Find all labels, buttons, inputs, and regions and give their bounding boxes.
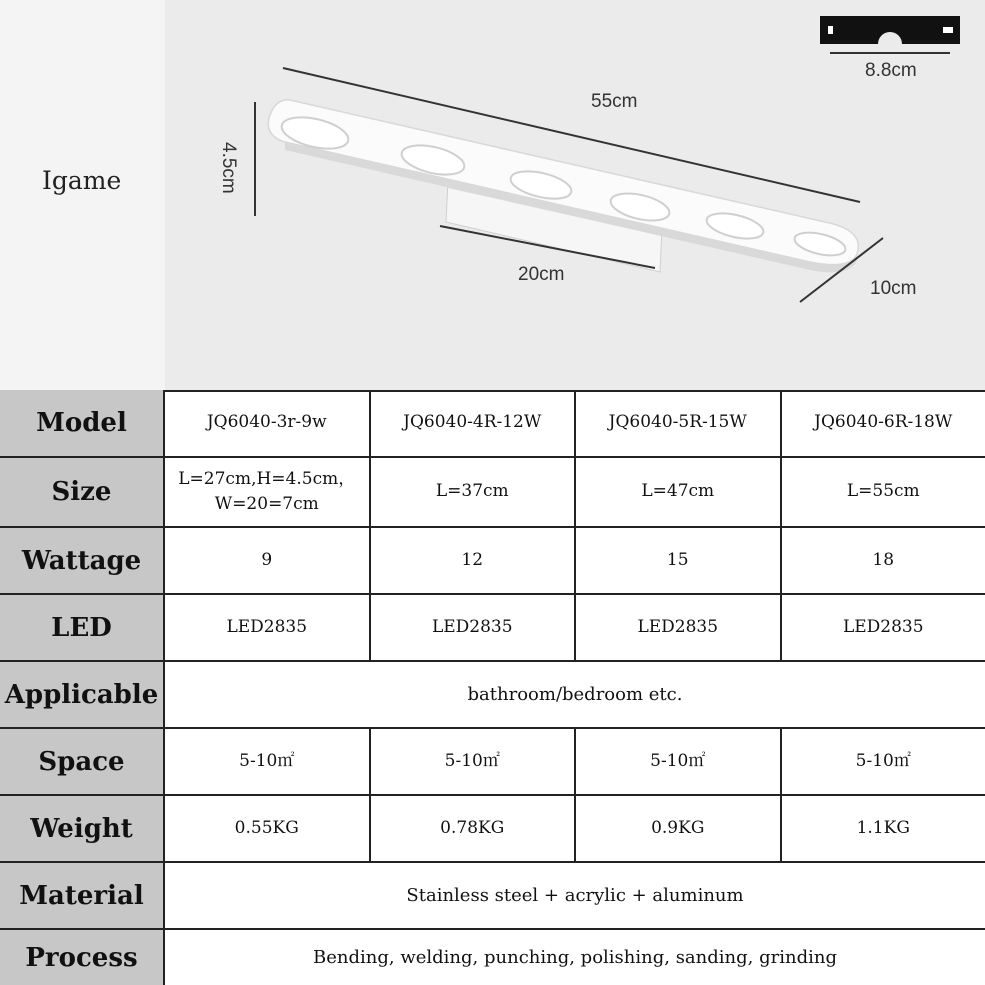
height-label: 4.5cm	[218, 142, 239, 194]
table-row-led	[0, 595, 985, 662]
row-header-space: Space	[0, 729, 165, 794]
row-header-wattage: Wattage	[0, 528, 165, 593]
row-header-applicable: Applicable	[0, 662, 165, 727]
brand-name: Igame	[42, 166, 122, 195]
weight-cell: 0.55KG	[165, 796, 371, 861]
weight-cell: 0.9KG	[576, 796, 782, 861]
space-cell: 5-10㎡	[576, 729, 782, 794]
table-row-material	[0, 863, 985, 930]
size-cell: L=27cm,H=4.5cm，W=20=7cm	[165, 458, 371, 526]
size-cell: L=55cm	[846, 481, 920, 502]
table-row-size	[0, 458, 985, 528]
table-row-process	[0, 930, 985, 985]
wattage-cell: 15	[576, 528, 782, 593]
bracket-hole-left	[828, 26, 833, 34]
row-header-led: LED	[0, 595, 165, 660]
table-row-applicable	[0, 662, 985, 729]
space-cell: 5-10㎡	[855, 750, 911, 771]
base-label: 20cm	[518, 264, 565, 285]
applicable-cell: bathroom/bedroom etc.	[467, 684, 683, 705]
row-header-model: Model	[0, 390, 165, 456]
space-cell: 5-10㎡	[165, 729, 371, 794]
model-cell: JQ6040-6R-18W	[814, 412, 953, 433]
width-label: 10cm	[870, 278, 917, 299]
led-cell: LED2835	[371, 595, 577, 660]
table-row-weight	[0, 796, 985, 863]
weight-cell: 0.78KG	[371, 796, 577, 861]
brand-panel	[0, 0, 165, 390]
product-illustration-area	[0, 0, 985, 390]
wattage-cell: 9	[165, 528, 371, 593]
space-cell: 5-10㎡	[371, 729, 577, 794]
model-cell: JQ6040-5R-15W	[576, 390, 782, 456]
row-header-size: Size	[0, 458, 165, 526]
spec-table	[0, 390, 985, 985]
size-cell: L=47cm	[576, 458, 782, 526]
led-cell: LED2835	[576, 595, 782, 660]
size-cell: L=37cm	[371, 458, 577, 526]
table-row-model	[0, 390, 985, 458]
bracket-hole-right	[943, 27, 953, 33]
lamp-drawing	[165, 0, 985, 390]
row-header-process: Process	[0, 930, 165, 985]
process-cell: Bending, welding, punching, polishing, sanding, grinding	[313, 947, 837, 968]
table-row-space	[0, 729, 985, 796]
model-cell: JQ6040-4R-12W	[371, 390, 577, 456]
led-cell: LED2835	[842, 616, 924, 637]
material-cell: Stainless steel + acrylic + aluminum	[406, 885, 744, 906]
led-cell: LED2835	[165, 595, 371, 660]
wattage-cell: 18	[872, 549, 895, 570]
bracket-width-label: 8.8cm	[865, 60, 917, 81]
length-label: 55cm	[591, 91, 638, 112]
product-photo	[165, 0, 985, 390]
row-header-material: Material	[0, 863, 165, 928]
weight-cell: 1.1KG	[856, 817, 910, 838]
table-row-wattage	[0, 528, 985, 595]
model-cell: JQ6040-3r-9w	[165, 390, 371, 456]
wattage-cell: 12	[371, 528, 577, 593]
row-header-weight: Weight	[0, 796, 165, 861]
